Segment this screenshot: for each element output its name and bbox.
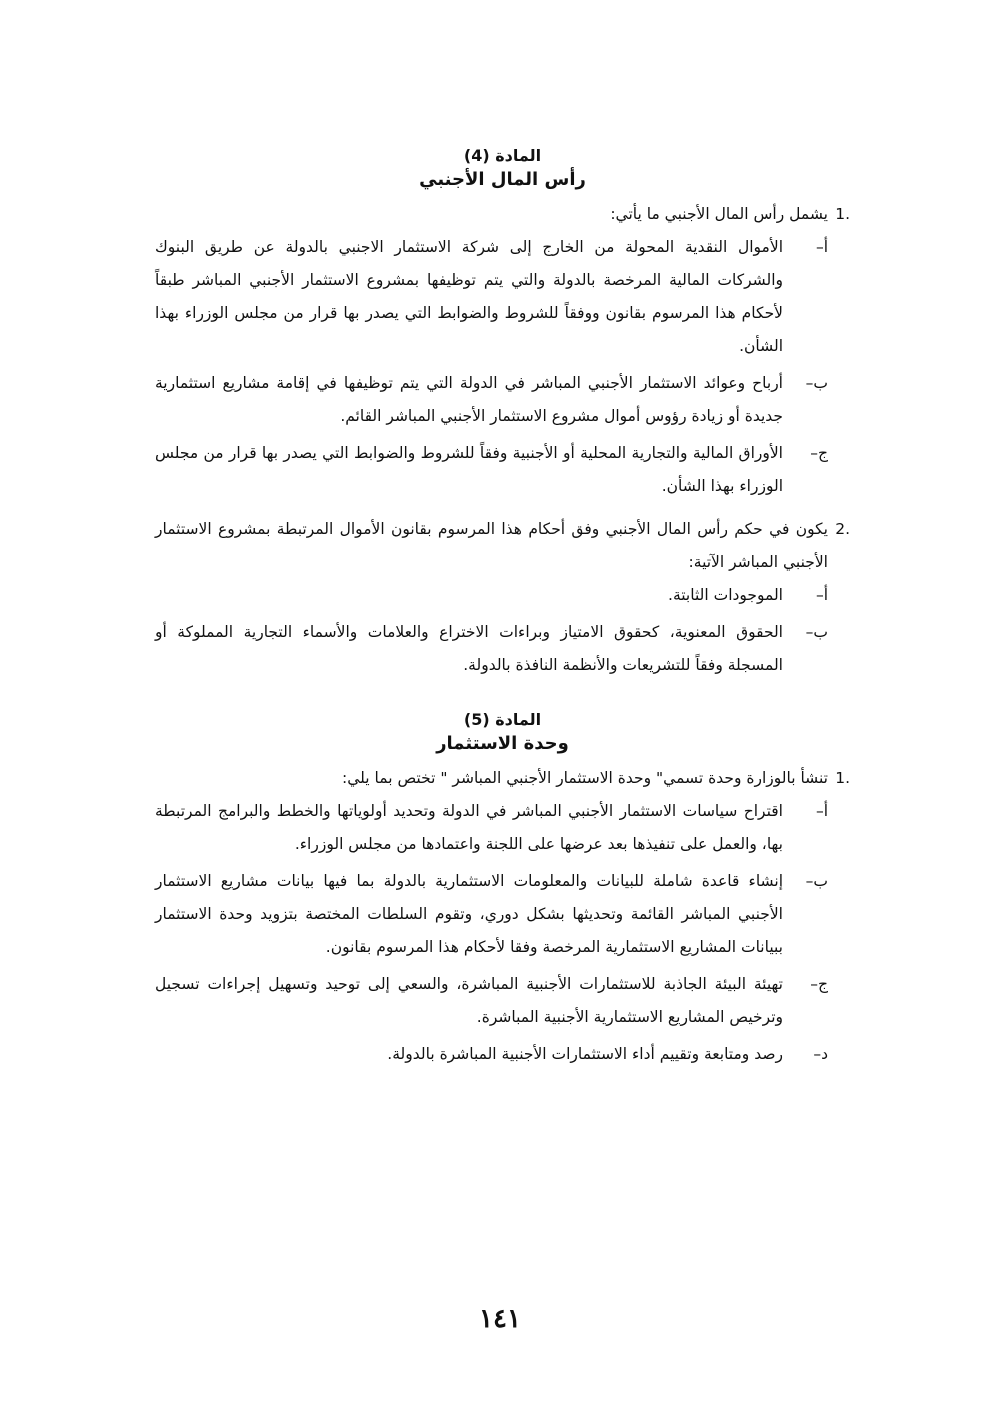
item-text: رصد ومتابعة وتقييم أداء الاستثمارات الأجنبية المباشرة بالدولة. (387, 1045, 783, 1063)
item-text: الحقوق المعنوية، كحقوق الامتياز وبراءات الاختراع والعلامات والأسماء التجارية المملوكة أو المسجلة وفقاً للتشريعات والأنظمة النافذة بالدولة. (155, 623, 783, 674)
section-gap (155, 686, 850, 704)
page-number: ١٤١ (479, 1304, 521, 1334)
item-label: ب– (805, 374, 828, 392)
list-item (155, 865, 828, 964)
clause-text: يشمل رأس المال الأجنبي ما يأتي: (610, 205, 828, 223)
item-label: أ– (815, 802, 828, 820)
clause-body (155, 513, 828, 686)
clause-text: تنشأ بالوزارة وحدة تسمي" وحدة الاستثمار الأجنبي المباشر " تختص بما يلي: (342, 769, 828, 787)
item-label: أ– (815, 586, 828, 604)
article-4-title: رأس المال الأجنبي (419, 169, 586, 190)
list-item (155, 231, 828, 363)
clause-body (155, 762, 828, 1075)
item-label: أ– (815, 238, 828, 256)
clause-number: .1 (835, 769, 850, 787)
list-item (155, 968, 828, 1034)
list-item (155, 1038, 828, 1071)
item-label: ب– (805, 872, 828, 890)
article-4-clause-1 (155, 198, 850, 507)
list-item (155, 579, 828, 612)
article-5-number: المادة (5) (463, 710, 542, 729)
item-text: الأوراق المالية والتجارية المحلية أو الأجنبية وفقاً للشروط والضوابط التي يصدر بها قرار من مجلس الوزراء بهذا الشأن. (155, 444, 783, 495)
clause-text: يكون في حكم رأس المال الأجنبي وفق أحكام هذا المرسوم بقانون الأموال المرتبطة بمشروع الاستثمار الأجنبي المباشر الآتية: (155, 520, 828, 571)
document-content (155, 140, 850, 1075)
item-label: ج– (810, 444, 828, 462)
item-text: الموجودات الثابتة. (668, 586, 783, 604)
item-label: ب– (805, 623, 828, 641)
list-item (155, 616, 828, 682)
item-label: د– (813, 1045, 828, 1063)
list-item (155, 367, 828, 433)
list-item (155, 437, 828, 503)
article-4-clause-2 (155, 513, 850, 686)
item-text: إنشاء قاعدة شاملة للبيانات والمعلومات الاستثمارية بالدولة بما فيها بيانات مشاريع الاستثمار الأجنبي المباشر القائمة وتحديثها بشكل دوري، وتقوم السلطات المختصة بتزويد وحدة الاستثمار ببيانات المشاريع الاستثمارية المرخصة وفقا لأحكام هذا المرسوم بقانون. (155, 872, 783, 956)
clause-body (155, 198, 828, 507)
clause-number: .2 (835, 520, 850, 538)
article-5-clause-1 (155, 762, 850, 1075)
item-text: تهيئة البيئة الجاذبة للاستثمارات الأجنبية المباشرة، والسعي إلى توحيد وتسهيل إجراءات تسجيل وترخيص المشاريع الاستثمارية الأجنبية المباشرة. (155, 975, 783, 1026)
clause-number: .1 (835, 205, 850, 223)
item-text: اقتراح سياسات الاستثمار الأجنبي المباشر في الدولة وتحديد أولوياتها والخطط والبرامج المرتبطة بها، والعمل على تنفيذها بعد عرضها على اللجنة واعتمادها من مجلس الوزراء. (155, 802, 783, 853)
list-item (155, 795, 828, 861)
item-label: ج– (810, 975, 828, 993)
item-text: أرباح وعوائد الاستثمار الأجنبي المباشر في الدولة التي يتم توظيفها في إقامة مشاريع استثمارية جديدة أو زيادة رؤوس أموال مشروع الاستثمار الأجنبي المباشر القائم. (155, 374, 783, 425)
article-5-title: وحدة الاستثمار (436, 733, 569, 754)
article-4-number: المادة (4) (463, 146, 542, 165)
item-text: الأموال النقدية المحولة من الخارج إلى شركة الاستثمار الاجنبي بالدولة عن طريق البنوك والشركات المالية المرخصة بالدولة والتي يتم توظيفها بمشروع الاستثمار الأجنبي المباشر طبقاً لأحكام هذا المرسوم بقانون ووفقاً للشروط والضوابط التي يصدر بها قرار من مجلس الوزراء بهذا الشأن. (155, 238, 783, 355)
